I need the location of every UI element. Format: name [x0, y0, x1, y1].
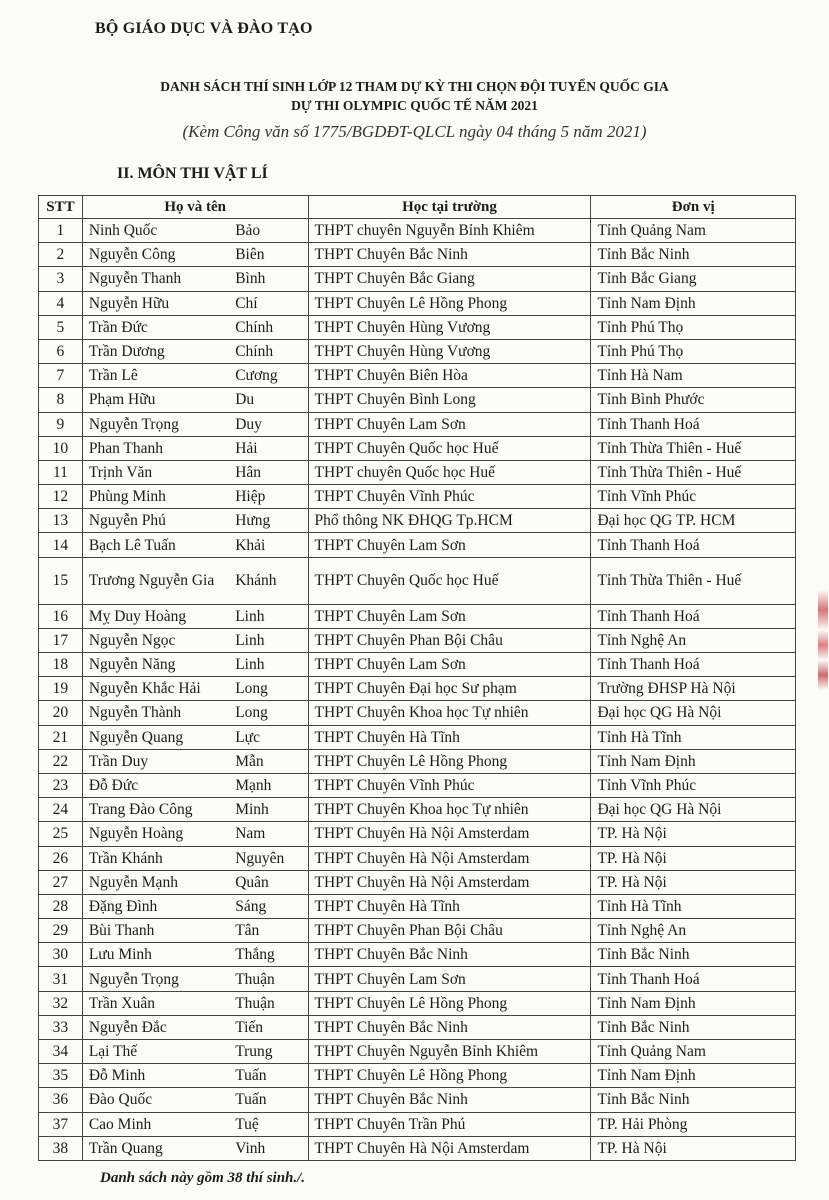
row-given-name: Cương — [231, 364, 308, 388]
row-stt: 1 — [39, 219, 83, 243]
row-school: THPT Chuyên Hà Nội Amsterdam — [308, 846, 591, 870]
row-school: THPT Chuyên Lam Sơn — [308, 412, 591, 436]
row-stt: 37 — [39, 1112, 83, 1136]
row-stt: 2 — [39, 243, 83, 267]
row-school: THPT Chuyên Biên Hòa — [308, 364, 591, 388]
table-row — [39, 749, 796, 773]
row-unit: Tỉnh Nam Định — [591, 1064, 796, 1088]
row-given-name: Chính — [231, 339, 308, 363]
row-unit: Tỉnh Nam Định — [591, 749, 796, 773]
header-name: Họ và tên — [82, 196, 308, 219]
row-surname: Đỗ Minh — [82, 1064, 231, 1088]
row-given-name: Thuận — [231, 991, 308, 1015]
table-row — [39, 219, 796, 243]
row-surname: Trần Khánh — [82, 846, 231, 870]
row-given-name: Sáng — [231, 894, 308, 918]
row-stt: 24 — [39, 798, 83, 822]
row-unit: Trường ĐHSP Hà Nội — [591, 677, 796, 701]
row-surname: Ninh Quốc — [82, 219, 231, 243]
row-surname: Trần Quang — [82, 1136, 231, 1160]
table-row — [39, 725, 796, 749]
row-surname: Nguyễn Phú — [82, 509, 231, 533]
row-surname: Phạm Hữu — [82, 388, 231, 412]
table-row — [39, 1112, 796, 1136]
document-reference: (Kèm Công văn số 1775/BGDĐT-QLCL ngày 04 tháng 5 năm 2021) — [182, 122, 647, 141]
row-unit: Tỉnh Bắc Ninh — [591, 1088, 796, 1112]
row-school: THPT Chuyên Lam Sơn — [308, 967, 591, 991]
header-stt: STT — [39, 196, 83, 219]
row-unit: TP. Hải Phòng — [591, 1112, 796, 1136]
row-given-name: Quân — [231, 870, 308, 894]
row-stt: 30 — [39, 943, 83, 967]
row-surname: Nguyễn Khắc Hải — [82, 677, 231, 701]
row-stt: 36 — [39, 1088, 83, 1112]
row-stt: 20 — [39, 701, 83, 725]
row-given-name: Biên — [231, 243, 308, 267]
row-school: THPT Chuyên Nguyễn Bỉnh Khiêm — [308, 1040, 591, 1064]
table-row — [39, 894, 796, 918]
table-row — [39, 339, 796, 363]
table-row — [39, 822, 796, 846]
header-unit: Đơn vị — [591, 196, 796, 219]
row-school: THPT Chuyên Khoa học Tự nhiên — [308, 798, 591, 822]
table-row — [39, 460, 796, 484]
row-unit: Tỉnh Nam Định — [591, 991, 796, 1015]
row-stt: 38 — [39, 1136, 83, 1160]
row-given-name: Long — [231, 677, 308, 701]
table-row — [39, 798, 796, 822]
row-given-name: Lực — [231, 725, 308, 749]
row-unit: Đại học QG Hà Nội — [591, 701, 796, 725]
row-stt: 28 — [39, 894, 83, 918]
row-surname: Phan Thanh — [82, 436, 231, 460]
row-unit: Tỉnh Thanh Hoá — [591, 412, 796, 436]
row-given-name: Hải — [231, 436, 308, 460]
row-surname: Nguyễn Hữu — [82, 291, 231, 315]
table-row — [39, 412, 796, 436]
table-row — [39, 943, 796, 967]
table-row — [39, 1064, 796, 1088]
row-surname: Trương Nguyễn Gia — [82, 557, 231, 604]
row-given-name: Khánh — [231, 557, 308, 604]
row-stt: 22 — [39, 749, 83, 773]
row-stt: 16 — [39, 604, 83, 628]
row-stt: 6 — [39, 339, 83, 363]
row-stt: 19 — [39, 677, 83, 701]
row-given-name: Linh — [231, 653, 308, 677]
table-row — [39, 533, 796, 557]
row-stt: 7 — [39, 364, 83, 388]
row-unit: TP. Hà Nội — [591, 846, 796, 870]
row-unit: Tỉnh Bắc Ninh — [591, 243, 796, 267]
table-row — [39, 701, 796, 725]
row-given-name: Du — [231, 388, 308, 412]
row-stt: 15 — [39, 557, 83, 604]
row-school: THPT Chuyên Phan Bội Châu — [308, 628, 591, 652]
table-row — [39, 604, 796, 628]
row-given-name: Trung — [231, 1040, 308, 1064]
row-given-name: Tuệ — [231, 1112, 308, 1136]
row-stt: 29 — [39, 919, 83, 943]
row-unit: Tỉnh Nam Định — [591, 291, 796, 315]
row-school: THPT Chuyên Lam Sơn — [308, 604, 591, 628]
row-school: THPT Chuyên Lê Hồng Phong — [308, 991, 591, 1015]
row-given-name: Tân — [231, 919, 308, 943]
row-school: THPT Chuyên Hà Nội Amsterdam — [308, 1136, 591, 1160]
table-row — [39, 243, 796, 267]
row-given-name: Duy — [231, 412, 308, 436]
row-given-name: Nguyên — [231, 846, 308, 870]
table-row — [39, 436, 796, 460]
row-unit: Tỉnh Hà Tĩnh — [591, 725, 796, 749]
row-unit: Tỉnh Thừa Thiên - Huế — [591, 460, 796, 484]
row-surname: Trần Dương — [82, 339, 231, 363]
row-given-name: Mẫn — [231, 749, 308, 773]
row-surname: Đặng Đình — [82, 894, 231, 918]
row-school: THPT Chuyên Khoa học Tự nhiên — [308, 701, 591, 725]
row-given-name: Bình — [231, 267, 308, 291]
table-row — [39, 919, 796, 943]
row-given-name: Chí — [231, 291, 308, 315]
row-school: THPT chuyên Nguyễn Bỉnh Khiêm — [308, 219, 591, 243]
table-body — [39, 219, 796, 1161]
row-unit: Tỉnh Vĩnh Phúc — [591, 485, 796, 509]
row-given-name: Tuấn — [231, 1064, 308, 1088]
row-school: THPT Chuyên Trần Phú — [308, 1112, 591, 1136]
footer-note: Danh sách này gồm 38 thí sinh./. — [100, 1170, 306, 1186]
row-surname: Bạch Lê Tuấn — [82, 533, 231, 557]
row-given-name: Minh — [231, 798, 308, 822]
row-unit: Đại học QG TP. HCM — [591, 509, 796, 533]
row-given-name: Long — [231, 701, 308, 725]
row-stt: 27 — [39, 870, 83, 894]
row-surname: Đỗ Đức — [82, 773, 231, 797]
table-row — [39, 364, 796, 388]
row-school: THPT Chuyên Vĩnh Phúc — [308, 485, 591, 509]
row-school: THPT Chuyên Bắc Ninh — [308, 1015, 591, 1039]
row-surname: Trần Duy — [82, 749, 231, 773]
row-school: THPT Chuyên Lê Hồng Phong — [308, 291, 591, 315]
row-stt: 9 — [39, 412, 83, 436]
document-title: DANH SÁCH THÍ SINH LỚP 12 THAM DỰ KỲ THI CHỌN ĐỘI TUYỂN QUỐC GIA — [160, 79, 669, 94]
row-stt: 13 — [39, 509, 83, 533]
row-school: THPT Chuyên Bắc Giang — [308, 267, 591, 291]
header-school: Học tại trường — [308, 196, 591, 219]
row-school: THPT Chuyên Đại học Sư phạm — [308, 677, 591, 701]
row-unit: Đại học QG Hà Nội — [591, 798, 796, 822]
row-surname: Nguyễn Thành — [82, 701, 231, 725]
row-unit: Tỉnh Thanh Hoá — [591, 967, 796, 991]
row-school: THPT Chuyên Quốc học Huế — [308, 436, 591, 460]
table-row — [39, 846, 796, 870]
row-stt: 32 — [39, 991, 83, 1015]
row-surname: Nguyễn Thanh — [82, 267, 231, 291]
row-unit: Tỉnh Phú Thọ — [591, 315, 796, 339]
row-given-name: Thuận — [231, 967, 308, 991]
row-school: THPT Chuyên Lam Sơn — [308, 653, 591, 677]
table-row — [39, 1088, 796, 1112]
row-stt: 14 — [39, 533, 83, 557]
table-row — [39, 677, 796, 701]
row-surname: Đào Quốc — [82, 1088, 231, 1112]
table-row — [39, 315, 796, 339]
row-surname: Nguyễn Năng — [82, 653, 231, 677]
document-title-line2: DỰ THI OLYMPIC QUỐC TẾ NĂM 2021 — [291, 98, 538, 113]
row-school: THPT Chuyên Lam Sơn — [308, 533, 591, 557]
row-stt: 25 — [39, 822, 83, 846]
row-given-name: Mạnh — [231, 773, 308, 797]
row-stt: 31 — [39, 967, 83, 991]
row-surname: Nguyễn Quang — [82, 725, 231, 749]
row-school: THPT Chuyên Lê Hồng Phong — [308, 1064, 591, 1088]
row-given-name: Hiệp — [231, 485, 308, 509]
section-heading: II. MÔN THI VẬT LÍ — [117, 165, 268, 182]
row-unit: Tỉnh Hà Nam — [591, 364, 796, 388]
row-given-name: Vinh — [231, 1136, 308, 1160]
row-school: THPT Chuyên Hà Nội Amsterdam — [308, 870, 591, 894]
row-unit: Tỉnh Bắc Giang — [591, 267, 796, 291]
row-unit: Tỉnh Bình Phước — [591, 388, 796, 412]
row-stt: 35 — [39, 1064, 83, 1088]
row-stt: 4 — [39, 291, 83, 315]
row-unit: Tỉnh Thanh Hoá — [591, 604, 796, 628]
row-surname: Phùng Minh — [82, 485, 231, 509]
row-unit: Tỉnh Thanh Hoá — [591, 533, 796, 557]
row-surname: Nguyễn Mạnh — [82, 870, 231, 894]
row-unit: Tỉnh Vĩnh Phúc — [591, 773, 796, 797]
row-unit: Tỉnh Thừa Thiên - Huế — [591, 557, 796, 604]
row-stt: 8 — [39, 388, 83, 412]
row-school: THPT Chuyên Quốc học Huế — [308, 557, 591, 604]
table-row — [39, 1015, 796, 1039]
row-stt: 12 — [39, 485, 83, 509]
row-surname: Mỵ Duy Hoàng — [82, 604, 231, 628]
row-school: THPT Chuyên Hà Tĩnh — [308, 725, 591, 749]
row-unit: Tỉnh Nghệ An — [591, 919, 796, 943]
table-row — [39, 653, 796, 677]
row-school: THPT Chuyên Hùng Vương — [308, 339, 591, 363]
row-unit: Tỉnh Thừa Thiên - Huế — [591, 436, 796, 460]
table-row — [39, 967, 796, 991]
candidate-table — [38, 195, 796, 1161]
row-unit: Tỉnh Bắc Ninh — [591, 943, 796, 967]
row-surname: Trần Lê — [82, 364, 231, 388]
table-row — [39, 557, 796, 604]
row-stt: 10 — [39, 436, 83, 460]
row-stt: 34 — [39, 1040, 83, 1064]
row-surname: Nguyễn Trọng — [82, 967, 231, 991]
row-surname: Nguyễn Đắc — [82, 1015, 231, 1039]
table-row — [39, 1136, 796, 1160]
row-school: Phổ thông NK ĐHQG Tp.HCM — [308, 509, 591, 533]
row-surname: Lưu Minh — [82, 943, 231, 967]
row-unit: Tỉnh Bắc Ninh — [591, 1015, 796, 1039]
row-stt: 11 — [39, 460, 83, 484]
table-row — [39, 1040, 796, 1064]
row-unit: Tỉnh Nghệ An — [591, 628, 796, 652]
table-row — [39, 267, 796, 291]
row-given-name: Linh — [231, 628, 308, 652]
row-surname: Cao Minh — [82, 1112, 231, 1136]
row-given-name: Hân — [231, 460, 308, 484]
ministry-name: BỘ GIÁO DỤC VÀ ĐÀO TẠO — [95, 20, 313, 37]
row-stt: 23 — [39, 773, 83, 797]
row-stt: 18 — [39, 653, 83, 677]
row-given-name: Thắng — [231, 943, 308, 967]
row-school: THPT Chuyên Bình Long — [308, 388, 591, 412]
table-row — [39, 509, 796, 533]
table-row — [39, 485, 796, 509]
row-surname: Trịnh Văn — [82, 460, 231, 484]
row-unit: Tỉnh Phú Thọ — [591, 339, 796, 363]
row-school: THPT Chuyên Bắc Ninh — [308, 943, 591, 967]
row-given-name: Tiến — [231, 1015, 308, 1039]
row-surname: Trần Đức — [82, 315, 231, 339]
row-given-name: Linh — [231, 604, 308, 628]
row-given-name: Chính — [231, 315, 308, 339]
row-school: THPT Chuyên Phan Bội Châu — [308, 919, 591, 943]
row-surname: Nguyễn Ngọc — [82, 628, 231, 652]
row-given-name: Khải — [231, 533, 308, 557]
row-surname: Trang Đào Công — [82, 798, 231, 822]
row-stt: 3 — [39, 267, 83, 291]
row-school: THPT Chuyên Bắc Ninh — [308, 1088, 591, 1112]
table-row — [39, 773, 796, 797]
row-school: THPT Chuyên Lê Hồng Phong — [308, 749, 591, 773]
row-given-name: Bảo — [231, 219, 308, 243]
row-school: THPT Chuyên Bắc Ninh — [308, 243, 591, 267]
row-given-name: Tuấn — [231, 1088, 308, 1112]
row-surname: Nguyễn Hoàng — [82, 822, 231, 846]
row-school: THPT Chuyên Hà Nội Amsterdam — [308, 822, 591, 846]
row-stt: 17 — [39, 628, 83, 652]
row-surname: Trần Xuân — [82, 991, 231, 1015]
table-row — [39, 991, 796, 1015]
row-unit: Tỉnh Thanh Hoá — [591, 653, 796, 677]
row-surname: Nguyễn Trọng — [82, 412, 231, 436]
table-row — [39, 628, 796, 652]
table-row — [39, 291, 796, 315]
stamp-mark — [818, 590, 828, 690]
row-stt: 26 — [39, 846, 83, 870]
row-given-name: Hưng — [231, 509, 308, 533]
row-school: THPT Chuyên Hùng Vương — [308, 315, 591, 339]
row-unit: Tỉnh Hà Tĩnh — [591, 894, 796, 918]
row-stt: 21 — [39, 725, 83, 749]
row-unit: Tỉnh Quảng Nam — [591, 219, 796, 243]
row-school: THPT chuyên Quốc học Huế — [308, 460, 591, 484]
row-surname: Nguyễn Công — [82, 243, 231, 267]
row-unit: TP. Hà Nội — [591, 870, 796, 894]
table-row — [39, 870, 796, 894]
row-school: THPT Chuyên Hà Tĩnh — [308, 894, 591, 918]
row-unit: TP. Hà Nội — [591, 1136, 796, 1160]
row-surname: Bùi Thanh — [82, 919, 231, 943]
row-stt: 5 — [39, 315, 83, 339]
row-unit: Tỉnh Quảng Nam — [591, 1040, 796, 1064]
row-unit: TP. Hà Nội — [591, 822, 796, 846]
row-surname: Lại Thế — [82, 1040, 231, 1064]
row-given-name: Nam — [231, 822, 308, 846]
table-header-row — [39, 196, 796, 219]
table-row — [39, 388, 796, 412]
row-stt: 33 — [39, 1015, 83, 1039]
row-school: THPT Chuyên Vĩnh Phúc — [308, 773, 591, 797]
